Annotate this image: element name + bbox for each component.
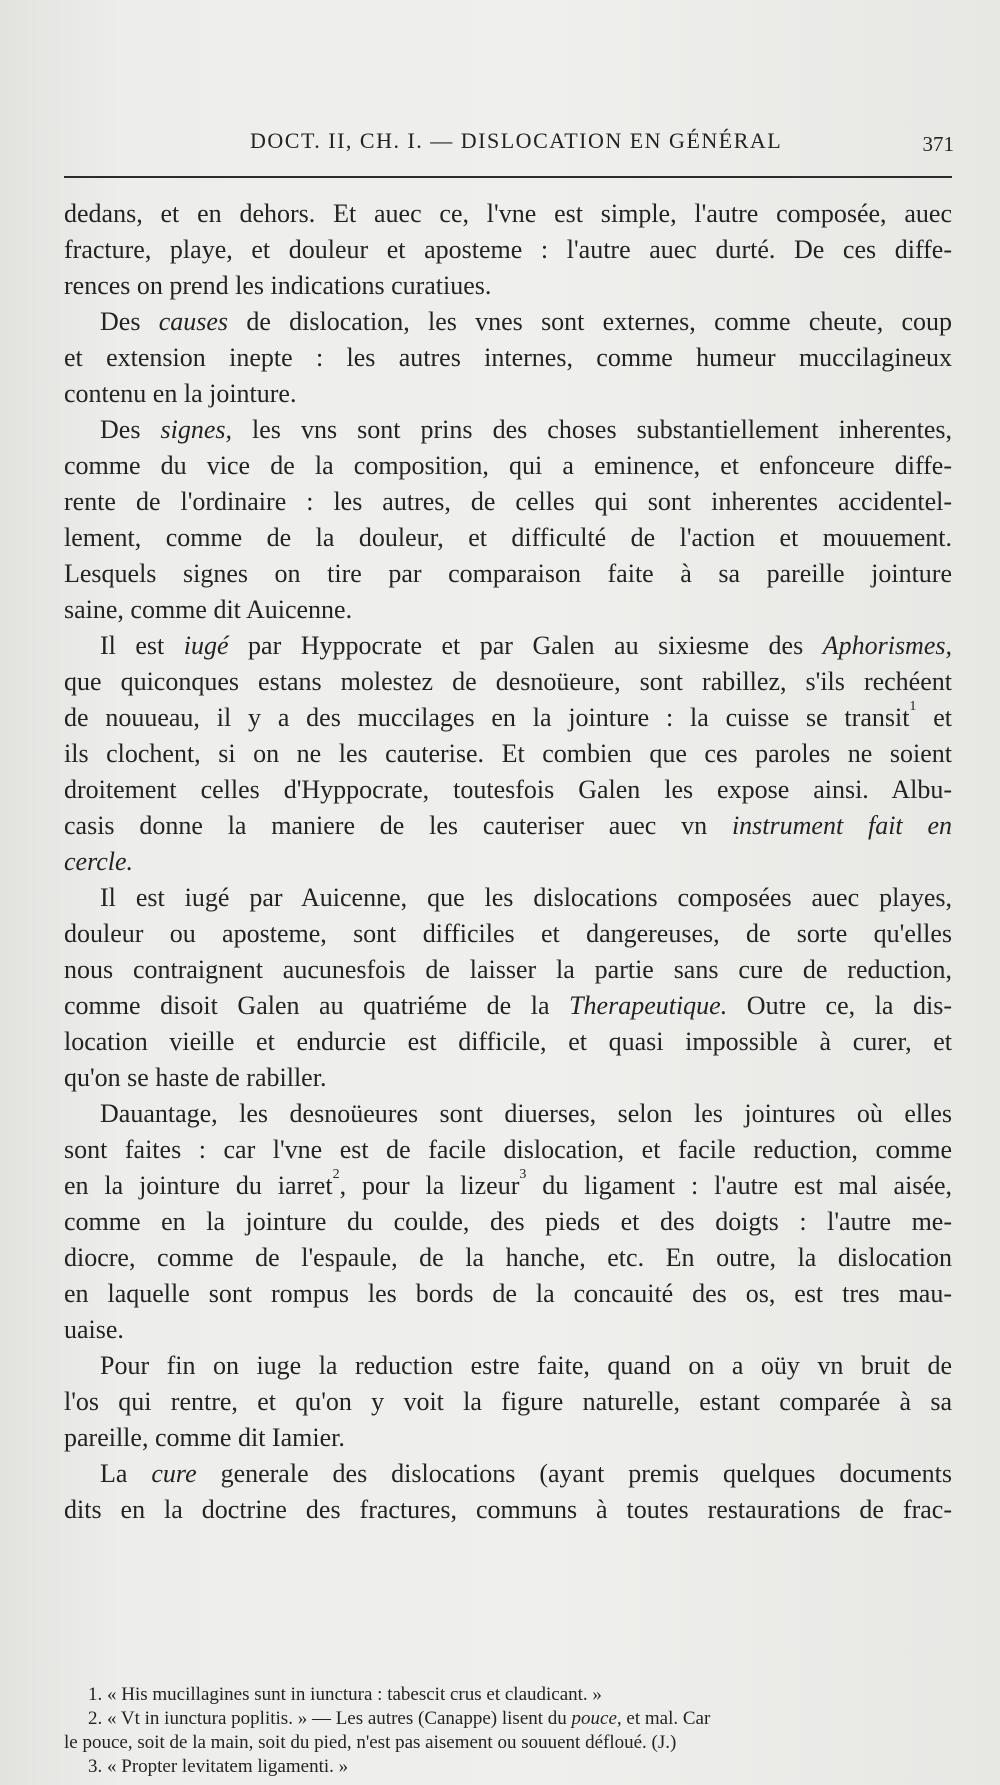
text-line: rences on prend les indications curatiues.	[64, 271, 492, 300]
text-line: dedans, et en dehors. Et auec ce, l'vne est simple, l'autre composée, auec	[64, 199, 952, 228]
text-line: que quiconques estans molestez de desnoüeure, sont rabillez, s'ils rechéent	[64, 667, 952, 696]
text-line: Il est iugé par Auicenne, que les dislocations composées auec playes,	[100, 883, 952, 912]
text-run: 2. « Vt in iunctura poplitis. » — Les autres (Canappe) lisent du	[88, 1708, 572, 1729]
text-line	[64, 1168, 952, 1204]
page-number: 371	[922, 132, 954, 156]
paragraph-5	[64, 880, 952, 1096]
text-line: et extension inepte : les autres internes, comme humeur muccilagineux	[64, 343, 952, 372]
footnote-ref-3: 3	[519, 1168, 527, 1182]
footnotes	[64, 1683, 952, 1779]
paragraph-2	[64, 304, 952, 412]
text-line: fracture, playe, et douleur et aposteme : l'autre auec durté. De ces diffe-	[64, 235, 952, 264]
text-line: uaise.	[64, 1315, 124, 1344]
text-line	[64, 844, 952, 880]
footnote-3: 3. « Propter levitatem ligamenti. »	[88, 1756, 349, 1777]
text-line	[64, 628, 952, 664]
text-line: en laquelle sont rompus les bords de la concauité des os, est tres mau-	[64, 1279, 952, 1308]
paragraph-4	[64, 628, 952, 880]
text-line	[64, 304, 952, 340]
text-line: Lesquels signes on tire par comparaison faite à sa pareille jointure	[64, 559, 952, 588]
text-run: Des	[100, 307, 159, 336]
footnote-1: 1. « His mucillagines sunt in iunctura : tabescit crus et claudicant. »	[88, 1684, 602, 1705]
body-text	[64, 196, 952, 1528]
text-line	[64, 808, 952, 844]
text-run: du ligament : l'autre est mal aisée,	[526, 1171, 952, 1200]
text-line: Dauantage, les desnoüeures sont diuerses, selon les jointures où elles	[100, 1099, 952, 1128]
text-line: saine, comme dit Auicenne.	[64, 595, 353, 624]
footnote-2	[64, 1707, 952, 1731]
text-run: casis donne la maniere de les cauteriser auec vn	[64, 811, 732, 840]
text-line: douleur ou aposteme, sont difficiles et dangereuses, de sorte qu'elles	[64, 919, 952, 948]
text-line: rente de l'ordinaire : les autres, de celles qui sont inherentes accidentel-	[64, 487, 952, 516]
text-run: , pour la lizeur	[339, 1171, 520, 1200]
text-run: La	[100, 1459, 152, 1488]
text-run: et	[916, 703, 952, 732]
text-line: location vieille et endurcie est difficile, et quasi impossible à curer, et	[64, 1027, 952, 1056]
header-rule	[64, 176, 952, 178]
text-line: contenu en la jointure.	[64, 379, 297, 408]
running-title: DOCT. II, CH. I. — DISLOCATION EN GÉNÉRAL	[250, 128, 783, 153]
text-line: sont faites : car l'vne est de facile dislocation, et facile reduction, comme	[64, 1135, 952, 1164]
italic-phrase-instrument: instrument fait en	[731, 811, 952, 840]
text-line: qu'on se haste de rabiller.	[64, 1063, 327, 1092]
text-line	[64, 988, 952, 1024]
text-run: et mal. Car	[621, 1708, 711, 1729]
text-run: par Hyppocrate et par Galen au sixiesme des	[228, 631, 823, 660]
footnote-ref-2: 2	[332, 1168, 340, 1182]
text-line: droitement celles d'Hyppocrate, toutesfois Galen les expose ainsi. Albu-	[64, 775, 952, 804]
text-line: lement, comme de la douleur, et difficulté de l'action et mouuement.	[64, 523, 952, 552]
text-line	[64, 412, 952, 448]
italic-phrase-cercle: cercle.	[64, 847, 134, 876]
text-line: pareille, comme dit Iamier.	[64, 1423, 345, 1452]
text-line: dits en la doctrine des fractures, communs à toutes restaurations de frac-	[64, 1495, 952, 1524]
italic-term-signes: signes,	[160, 415, 232, 444]
text-run: en la jointure du iarret	[64, 1171, 333, 1200]
text-line: ils clochent, si on ne les cauterise. Et combien que ces paroles ne soient	[64, 739, 952, 768]
text-run: Des	[100, 415, 161, 444]
text-run: generale des dislocations (ayant premis quelques documents	[196, 1459, 952, 1488]
text-line	[64, 700, 952, 736]
page-header	[0, 128, 1000, 168]
footnote-ref-1: 1	[909, 700, 917, 714]
paragraph-8	[64, 1456, 952, 1528]
text-line: diocre, comme de l'espaule, de la hanche, etc. En outre, la dislocation	[64, 1243, 952, 1272]
italic-term-iuge: iugé	[183, 631, 229, 660]
italic-title-therapeutique: Therapeutique.	[569, 991, 728, 1020]
paragraph-3	[64, 412, 952, 628]
text-run: comme disoit Galen au quatriéme de la	[64, 991, 570, 1020]
italic-word-pouce: pouce,	[571, 1708, 622, 1729]
italic-term-causes: causes	[158, 307, 229, 336]
text-run: de dislocation, les vnes sont externes, comme cheute, coup	[228, 307, 952, 336]
text-line: comme en la jointure du coulde, des pieds et des doigts : l'autre me-	[64, 1207, 952, 1236]
paragraph-6	[64, 1096, 952, 1348]
text-run: Outre ce, la dis-	[727, 991, 952, 1020]
text-line: l'os qui rentre, et qu'on y voit la figure naturelle, estant comparée à sa	[64, 1387, 952, 1416]
text-line	[64, 1456, 952, 1492]
footnote-2-continued: le pouce, soit de la main, soit du pied, n'est pas aisement ou souuent défloué. (J.)	[64, 1732, 677, 1753]
italic-term-cure: cure	[151, 1459, 197, 1488]
paragraph-7	[64, 1348, 952, 1456]
text-line: comme du vice de la composition, qui a eminence, et enfonceure diffe-	[64, 451, 952, 480]
text-run: Il est	[100, 631, 184, 660]
text-line: nous contraignent aucunesfois de laisser la partie sans cure de reduction,	[64, 955, 952, 984]
italic-title-aphorismes: Aphorismes,	[822, 631, 952, 660]
text-run: de nouueau, il y a des muccilages en la jointure : la cuisse se transit	[64, 703, 910, 732]
text-run: les vns sont prins des choses substantiellement inherentes,	[231, 415, 952, 444]
text-line: Pour fin on iuge la reduction estre faite, quand on a oüy vn bruit de	[100, 1351, 952, 1380]
paragraph-1	[64, 196, 952, 304]
